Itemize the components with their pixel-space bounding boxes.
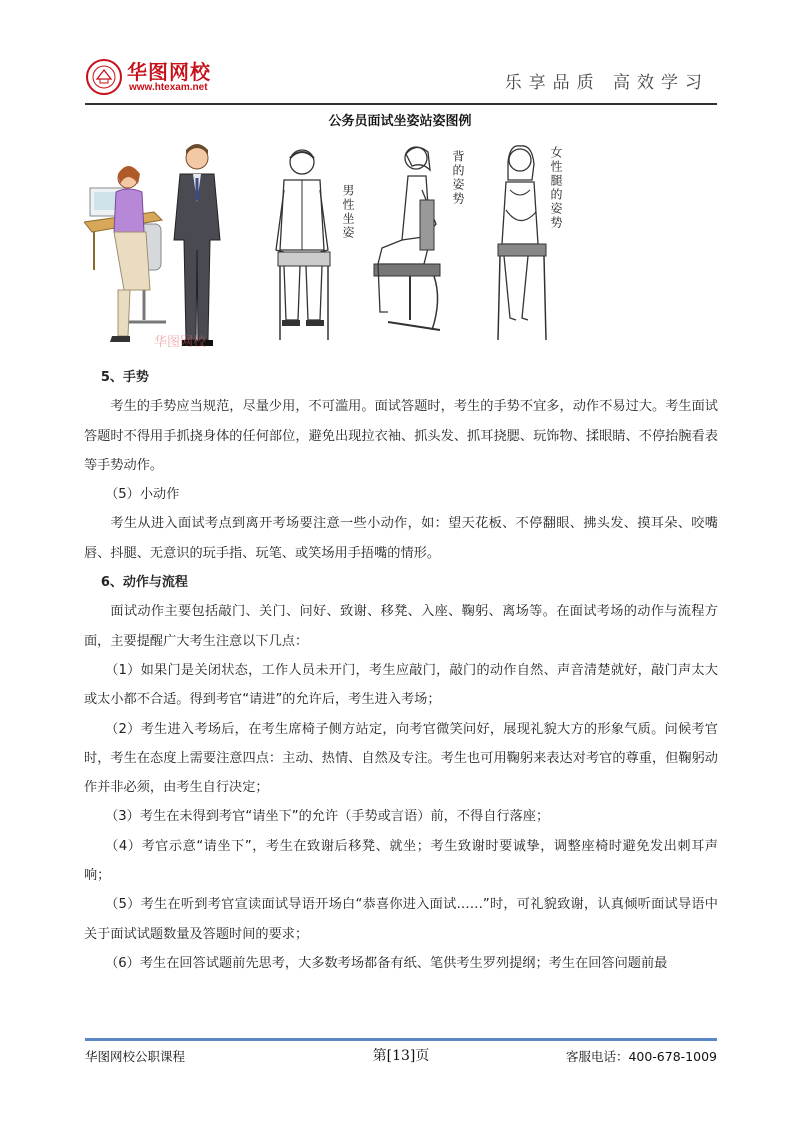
page-header bbox=[85, 50, 717, 106]
male-sitting-label: 男性坐姿 bbox=[341, 184, 355, 240]
brand-url: www.htexam.net bbox=[129, 82, 208, 93]
paragraph: 考生的手势应当规范，尽量少用，不可滥用。面试答题时，考生的手势不宜多，动作不易过大。考生面试答题时不得用手抓挠身体的任何部位，避免出现拉衣袖、抓头发、抓耳挠腮、玩饰物、揉眼睛、不停抬腕看表等手势动作。 bbox=[84, 399, 718, 473]
back-posture-illustration bbox=[364, 140, 474, 352]
header-slogan: 乐享品质 高效学习 bbox=[504, 73, 709, 93]
list-item: （1）如果门是关闭状态，工作人员未开门，考生应敲门，敲门的动作自然、声音清楚就好，敲门声太大或太小都不合适。得到考官“请进”的允许后，考生进入考场； bbox=[84, 662, 718, 708]
footer-course: 华图网校公职课程 bbox=[85, 1049, 186, 1064]
header-rule bbox=[85, 103, 717, 105]
brand-name: 华图网校 bbox=[127, 60, 211, 84]
paragraph: 面试动作主要包括敲门、关门、问好、致谢、移凳、入座、鞠躬、离场等。在面试考场的动作与流程方面，主要提醒广大考生注意以下几点： bbox=[84, 604, 718, 649]
female-legs-illustration bbox=[484, 140, 584, 352]
footer-phone: 客服电话：400-678-1009 bbox=[565, 1049, 717, 1064]
subheading: （5）小动作 bbox=[105, 487, 180, 503]
list-item: （3）考生在未得到考官“请坐下”的允许（手势或言语）前，不得自行落座； bbox=[105, 809, 550, 825]
section-heading: 6、动作与流程 bbox=[100, 575, 188, 591]
document-title: 公务员面试坐姿站姿图例 bbox=[328, 114, 472, 129]
document-body bbox=[84, 363, 718, 978]
page-number: 第[13]页 bbox=[372, 1048, 430, 1064]
female-legs-label: 女性腿的姿势 bbox=[549, 146, 563, 230]
section-heading: 5、手势 bbox=[100, 370, 149, 385]
back-posture-label: 背的姿势 bbox=[451, 150, 465, 206]
list-item: （5）考生在听到考官宣读面试导语开场白“恭喜你进入面试……”时，可礼貌致谢，认真倾听面试导语中关于面试试题数量及答题时间的要求； bbox=[84, 897, 718, 942]
male-sitting-illustration bbox=[262, 140, 362, 352]
paragraph: 考生从进入面试考点到离开考场要注意一些小动作，如：望天花板、不停翻眼、拂头发、摸耳朵、咬嘴唇、抖腿、无意识的玩手指、玩笔、或笑场用手捂嘴的情形。 bbox=[84, 516, 718, 561]
list-item: （4）考官示意“请坐下”，考生在致谢后移凳、就坐；考生致谢时要诚挚，调整座椅时避免发出刺耳声响； bbox=[84, 838, 718, 884]
list-item: （6）考生在回答试题前先思考，大多数考场都备有纸、笔供考生罗列提纲；考生在回答问题前最 bbox=[105, 955, 668, 971]
posture-figures bbox=[84, 140, 584, 352]
office-posture-illustration bbox=[84, 140, 254, 352]
list-item: （2）考生进入考场后，在考生席椅子侧方站定，向考官微笑问好，展现礼貌大方的形象气质。问候考官时，考生在态度上需要注意四点：主动、热情、自然及专注。考生也可用鞠躬来表达对考官的尊重，但鞠躬动作并非必须，由考生自行决定； bbox=[84, 721, 718, 796]
footer-rule bbox=[85, 1038, 717, 1041]
seal-logo-icon bbox=[85, 58, 123, 96]
watermark-text: 华图网校 bbox=[154, 335, 207, 350]
